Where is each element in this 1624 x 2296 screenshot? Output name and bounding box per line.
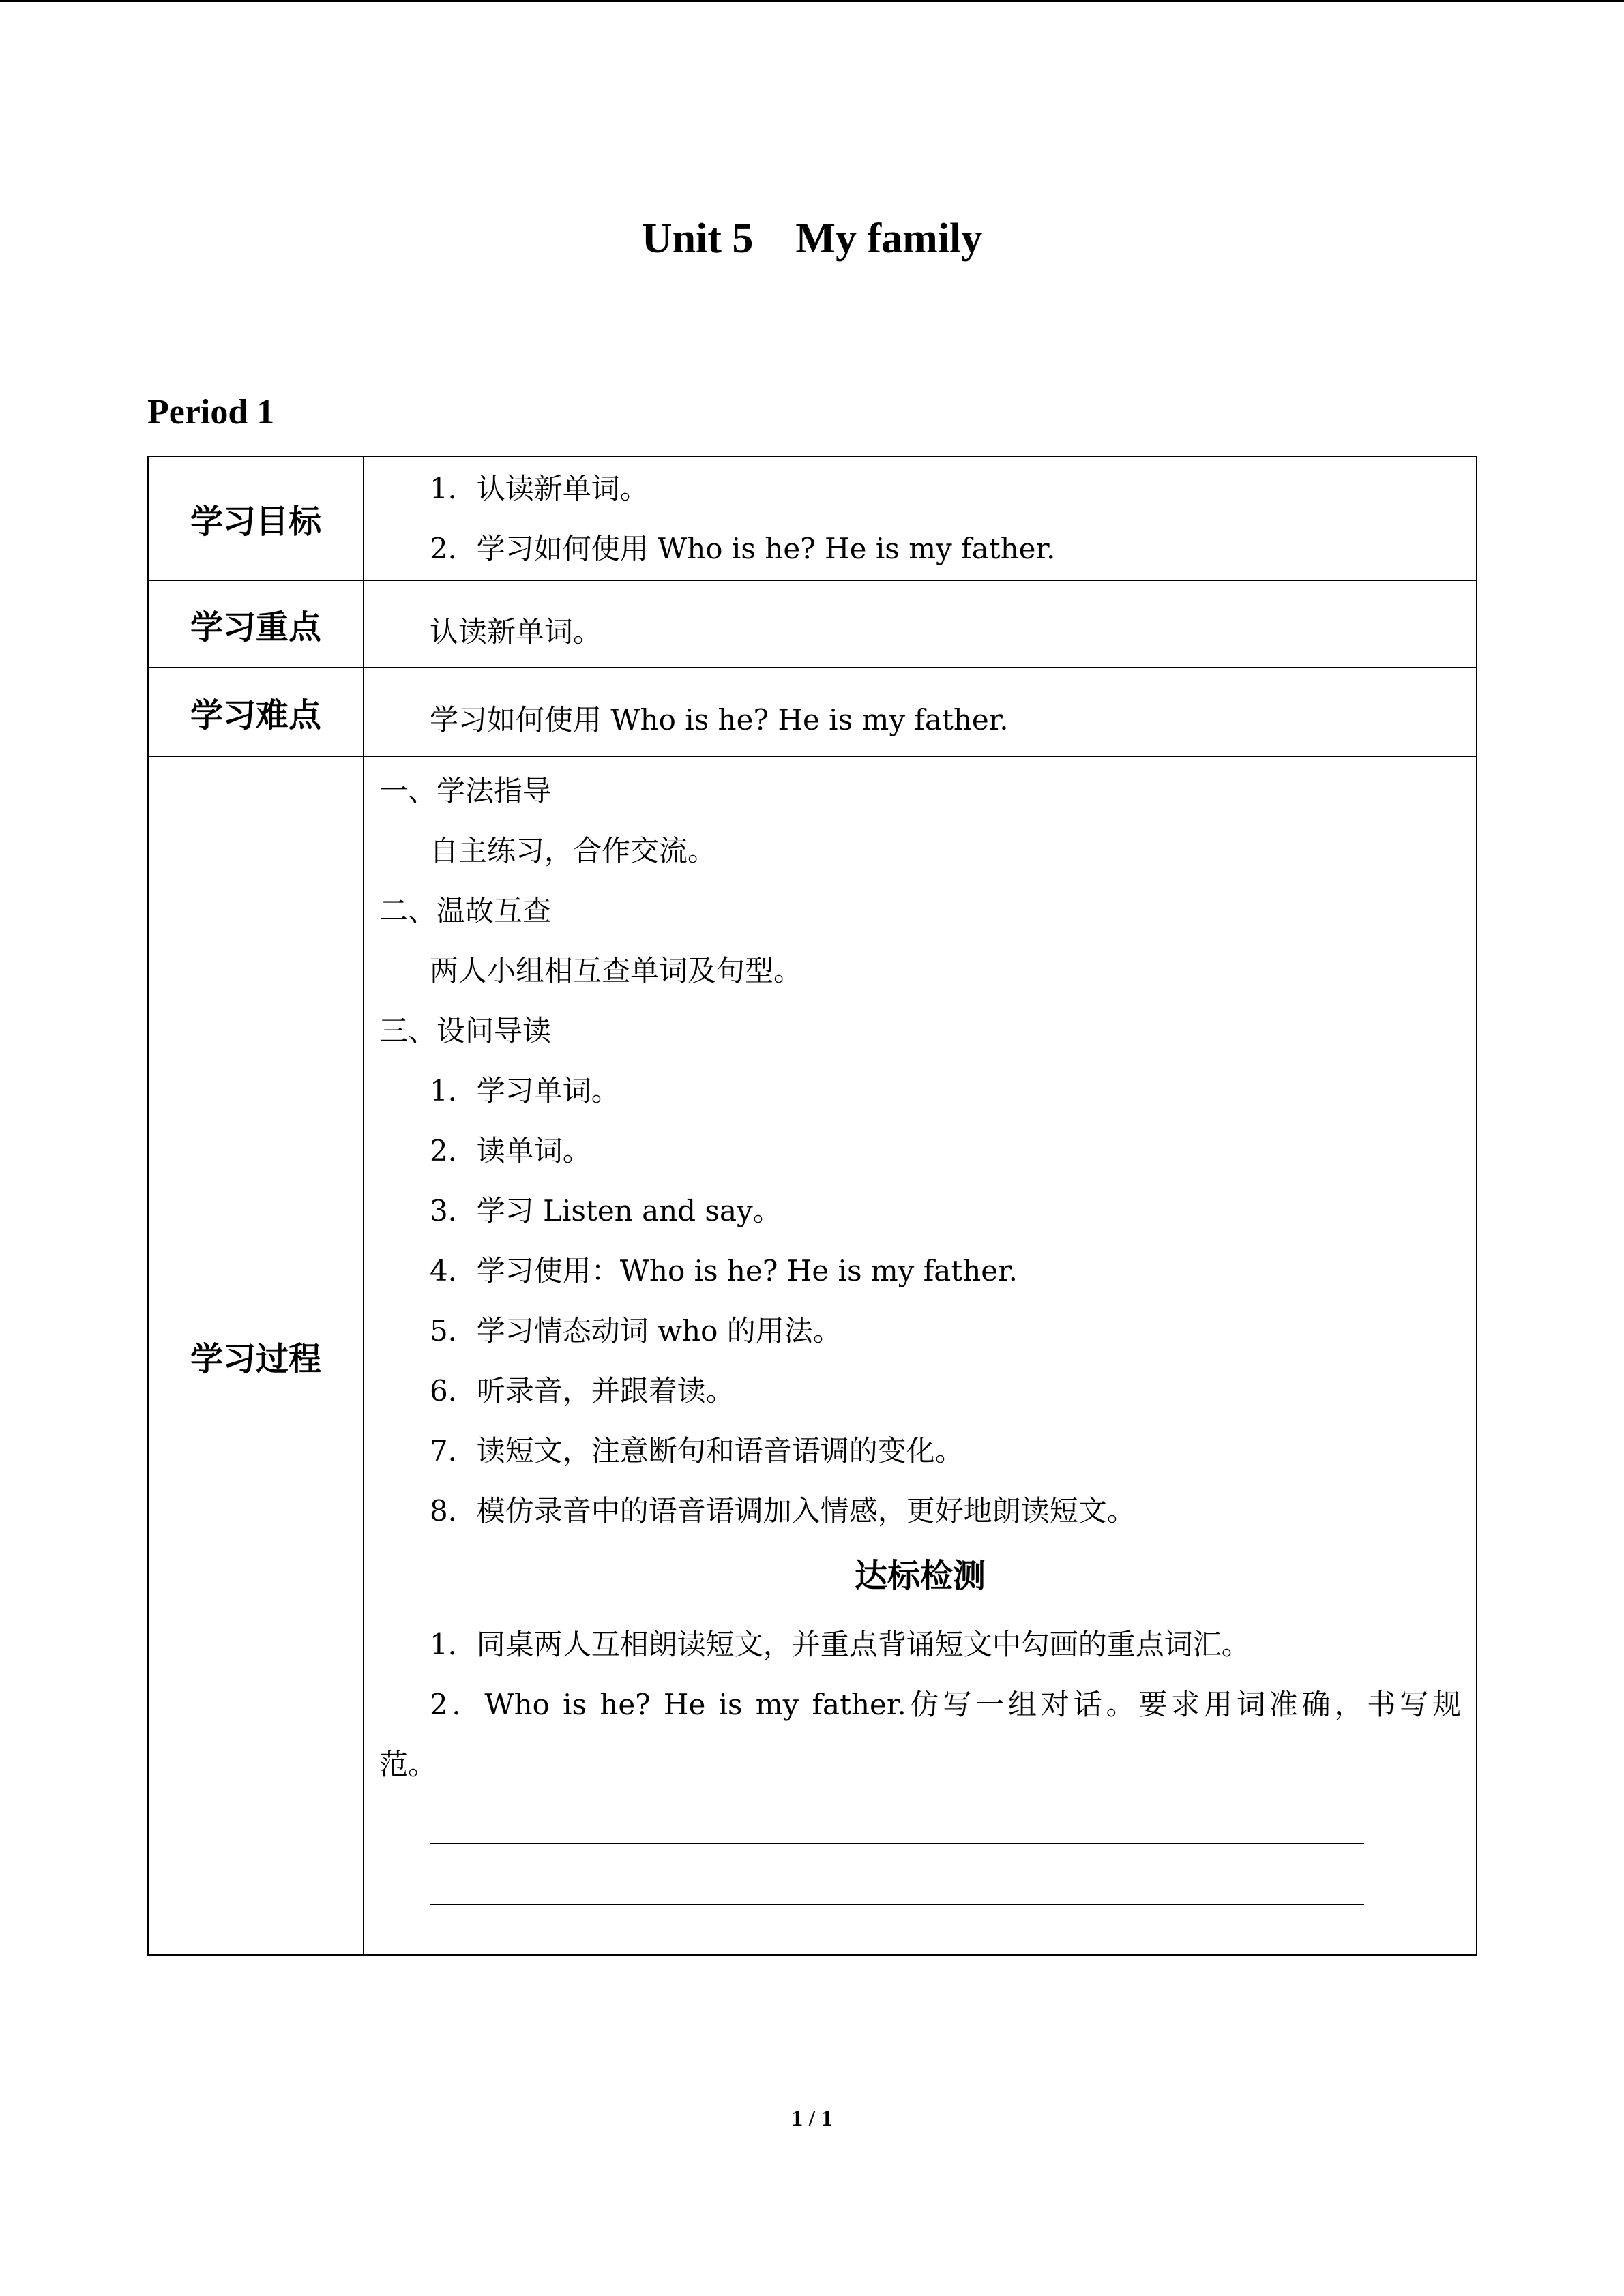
step-item: 6．听录音，并跟着读。 xyxy=(430,1374,735,1407)
assessment-item-continuation: 范。 xyxy=(379,1748,437,1781)
difficulties-row xyxy=(148,668,1477,756)
assessment-item: 1．同桌两人互相朗读短文，并重点背诵短文中勾画的重点词汇。 xyxy=(430,1628,1250,1661)
key-points-label: 学习重点 xyxy=(148,580,364,668)
process-content xyxy=(364,756,1477,1955)
objective-item: 2．学习如何使用 Who is he? He is my father. xyxy=(430,532,1056,565)
difficulties-content xyxy=(364,668,1477,756)
step-item: 1．学习单词。 xyxy=(430,1074,620,1107)
period-heading: Period 1 xyxy=(147,393,275,432)
objectives-label: 学习目标 xyxy=(148,456,364,580)
difficulties-text: 学习如何使用 Who is he? He is my father. xyxy=(430,703,1009,736)
section-body: 两人小组相互查单词及句型。 xyxy=(430,954,803,987)
key-points-text: 认读新单词。 xyxy=(430,615,602,648)
difficulties-label: 学习难点 xyxy=(148,668,364,756)
assessment-item: 2．Who is he? He is my father.仿写一组对话。要求用词准确，书写规 xyxy=(430,1688,1461,1721)
answer-line xyxy=(430,1803,1364,1844)
lesson-table xyxy=(147,456,1477,1956)
key-points-content xyxy=(364,580,1477,668)
top-border xyxy=(0,0,1624,2)
section-heading: 三、设问导读 xyxy=(379,1014,552,1047)
section-heading: 一、学法指导 xyxy=(379,774,552,807)
objectives-row xyxy=(148,456,1477,580)
step-item: 7．读短文，注意断句和语音语调的变化。 xyxy=(430,1434,964,1467)
section-body: 自主练习，合作交流。 xyxy=(430,834,717,867)
key-points-row xyxy=(148,580,1477,668)
assessment-heading: 达标检测 xyxy=(854,1557,986,1595)
section-heading: 二、温故互查 xyxy=(379,894,552,927)
step-item: 4．学习使用：Who is he? He is my father. xyxy=(430,1254,1018,1287)
step-item: 5．学习情态动词 who 的用法。 xyxy=(430,1314,842,1347)
step-item: 3．学习 Listen and say。 xyxy=(430,1194,782,1227)
step-item: 8．模仿录音中的语音语调加入情感，更好地朗读短文。 xyxy=(430,1494,1136,1527)
objective-item: 1．认读新单词。 xyxy=(430,472,649,505)
objectives-content xyxy=(364,456,1477,580)
process-row xyxy=(148,756,1477,1955)
page-number: 1 / 1 xyxy=(791,2106,833,2131)
document-title: Unit 5 My family xyxy=(641,215,983,262)
process-label: 学习过程 xyxy=(148,756,364,1955)
step-item: 2．读单词。 xyxy=(430,1134,591,1167)
answer-line xyxy=(430,1864,1364,1905)
